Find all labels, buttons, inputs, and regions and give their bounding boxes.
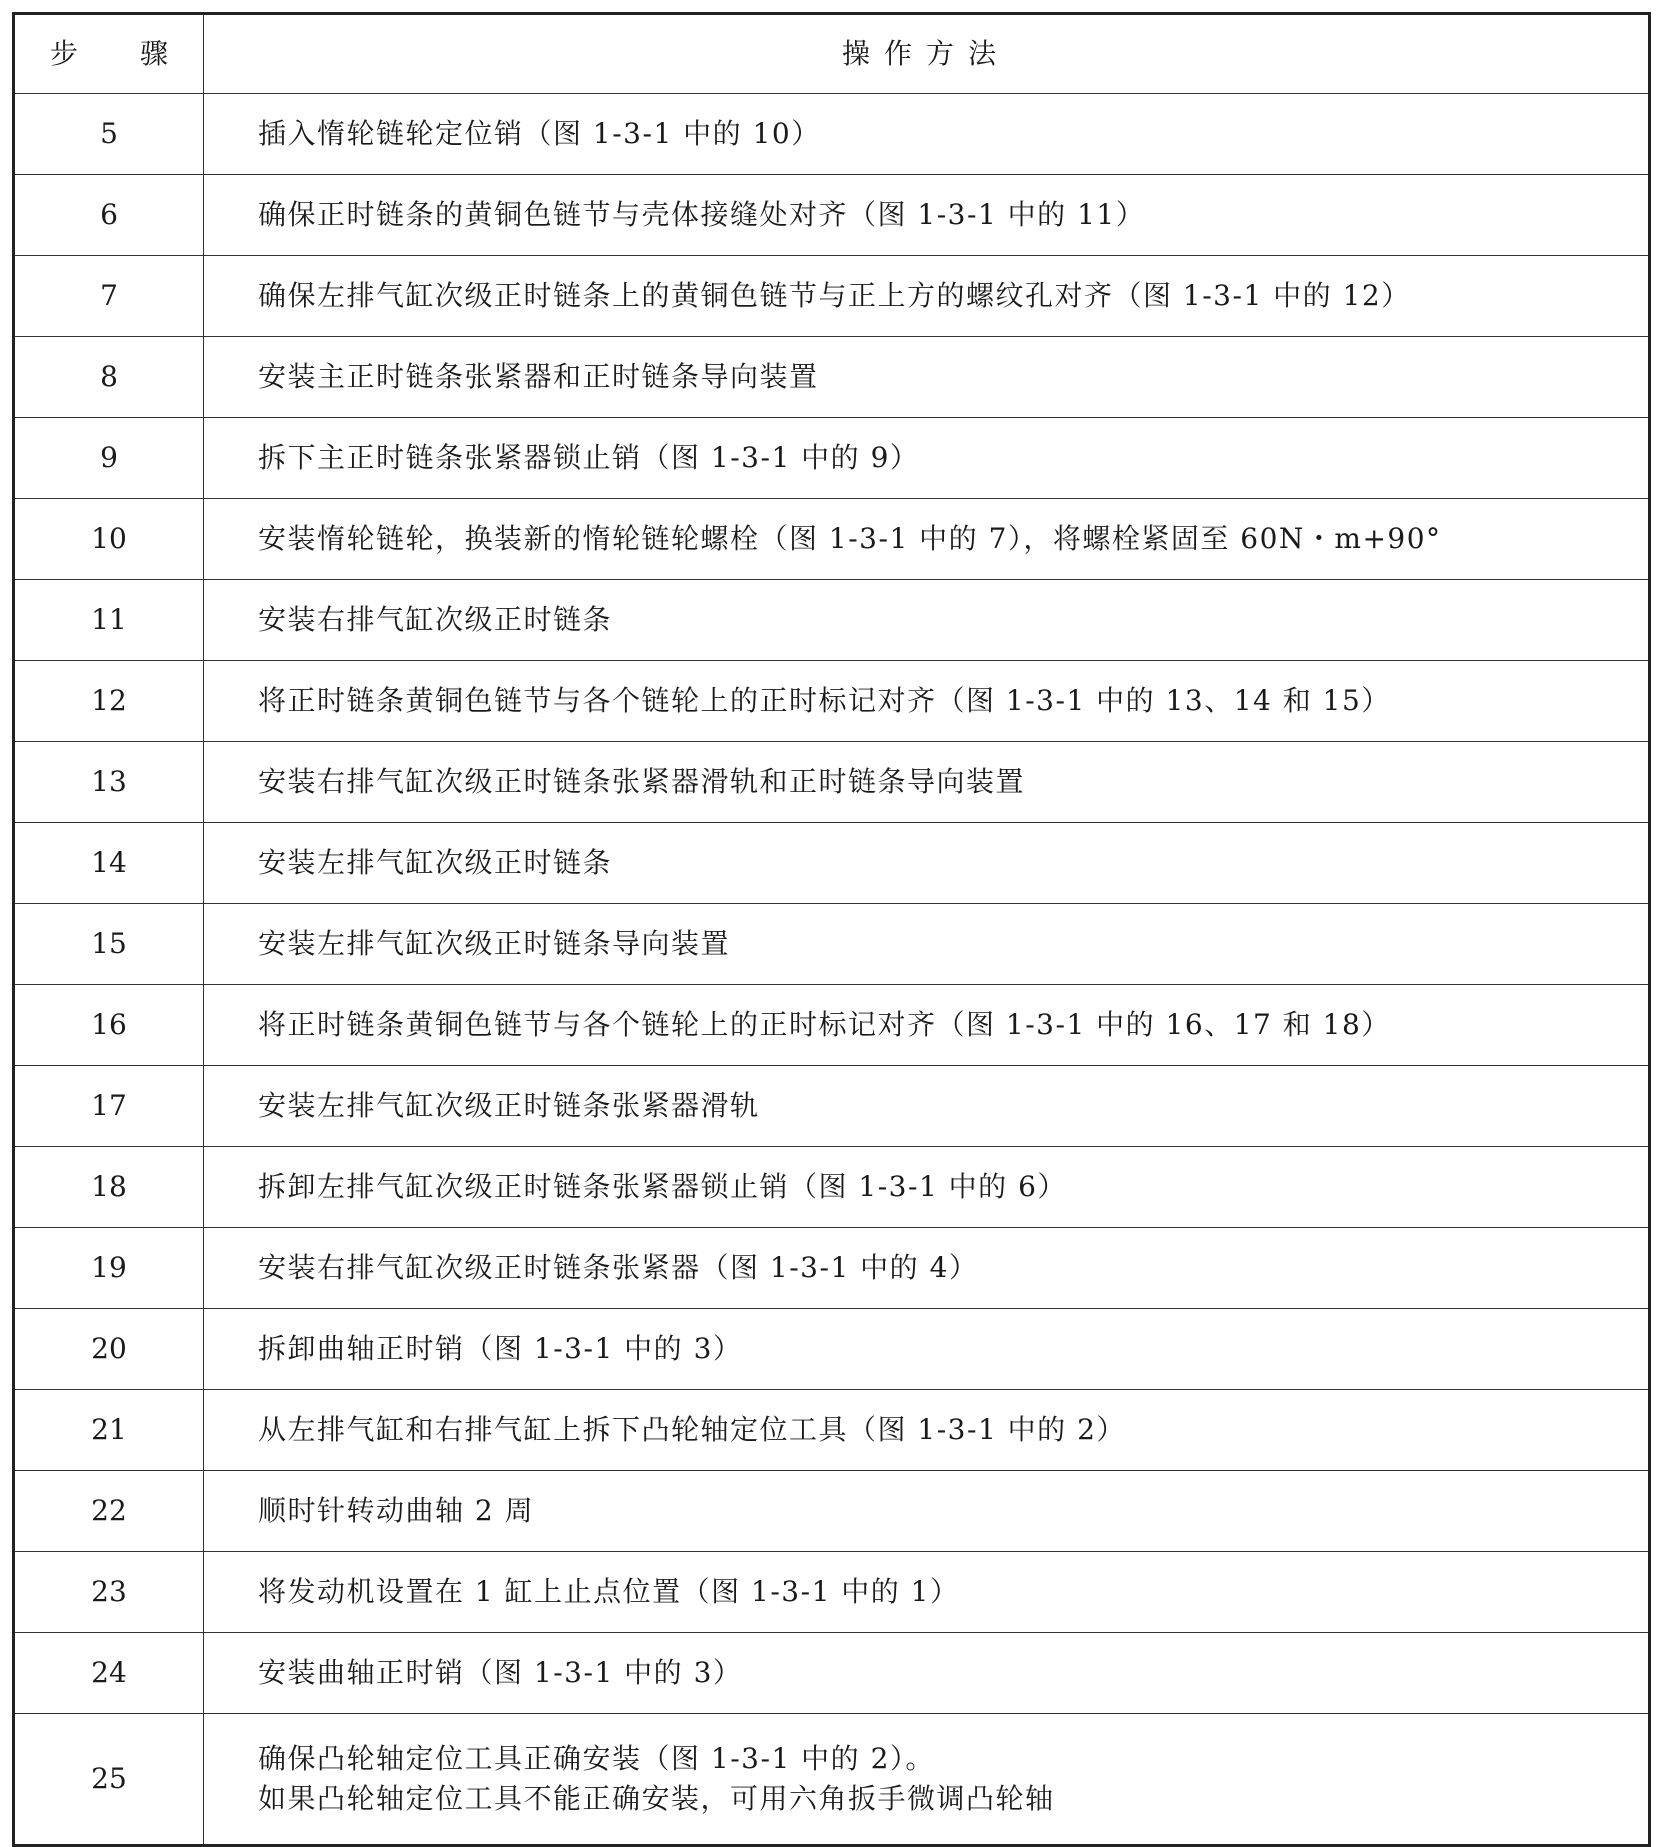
step-number: 7 <box>14 256 204 337</box>
step-description <box>204 94 1650 175</box>
table-row <box>14 256 1650 337</box>
step-description <box>204 580 1650 661</box>
step-description-line: 安装右排气缸次级正时链条张紧器（图 1-3-1 中的 4） <box>258 1251 979 1284</box>
step-description <box>204 1633 1650 1714</box>
table-row <box>14 1552 1650 1633</box>
step-description-line: 安装左排气缸次级正时链条导向装置 <box>258 927 731 960</box>
step-description-line: 确保凸轮轴定位工具正确安装（图 1-3-1 中的 2）。 <box>258 1742 935 1775</box>
step-description-line: 安装左排气缸次级正时链条张紧器滑轨 <box>258 1089 760 1122</box>
table-row <box>14 823 1650 904</box>
step-number: 15 <box>14 904 204 985</box>
step-description <box>204 1471 1650 1552</box>
header-step <box>14 14 204 94</box>
table-row <box>14 1228 1650 1309</box>
step-description <box>204 256 1650 337</box>
step-description-line: 安装右排气缸次级正时链条张紧器滑轨和正时链条导向装置 <box>258 765 1026 798</box>
step-description-line: 确保正时链条的黄铜色链节与壳体接缝处对齐（图 1-3-1 中的 11） <box>258 198 1146 231</box>
step-description-line: 插入惰轮链轮定位销（图 1-3-1 中的 10） <box>258 117 821 150</box>
header-row <box>14 14 1650 94</box>
step-description-line: 安装曲轴正时销（图 1-3-1 中的 3） <box>258 1656 743 1689</box>
table-row <box>14 985 1650 1066</box>
step-description <box>204 904 1650 985</box>
header-step-char-2: 骤 <box>139 37 168 70</box>
step-number: 16 <box>14 985 204 1066</box>
step-description <box>204 1228 1650 1309</box>
table-row <box>14 94 1650 175</box>
step-description-line: 确保左排气缸次级正时链条上的黄铜色链节与正上方的螺纹孔对齐（图 1-3-1 中的 12） <box>258 279 1411 312</box>
table-row <box>14 742 1650 823</box>
step-number: 9 <box>14 418 204 499</box>
step-number: 24 <box>14 1633 204 1714</box>
step-description-line: 将发动机设置在 1 缸上止点位置（图 1-3-1 中的 1） <box>258 1575 960 1608</box>
step-description <box>204 1066 1650 1147</box>
header-method: 操作方法 <box>204 14 1650 94</box>
step-description <box>204 1309 1650 1390</box>
step-description-line: 将正时链条黄铜色链节与各个链轮上的正时标记对齐（图 1-3-1 中的 16、17 和 18） <box>258 1008 1391 1041</box>
step-number: 25 <box>14 1714 204 1846</box>
table-row <box>14 1390 1650 1471</box>
procedure-table <box>12 12 1651 1847</box>
step-description <box>204 1552 1650 1633</box>
step-number: 6 <box>14 175 204 256</box>
table-body <box>14 94 1650 1846</box>
step-description <box>204 337 1650 418</box>
table-row <box>14 175 1650 256</box>
step-number: 17 <box>14 1066 204 1147</box>
table-row <box>14 904 1650 985</box>
step-description-line: 拆下主正时链条张紧器锁止销（图 1-3-1 中的 9） <box>258 441 920 474</box>
step-number: 23 <box>14 1552 204 1633</box>
table-row <box>14 1309 1650 1390</box>
step-description-line: 顺时针转动曲轴 2 周 <box>258 1494 535 1527</box>
step-description <box>204 175 1650 256</box>
step-number: 21 <box>14 1390 204 1471</box>
table-row <box>14 1714 1650 1846</box>
table-row <box>14 1471 1650 1552</box>
step-description <box>204 985 1650 1066</box>
step-description <box>204 418 1650 499</box>
table-row <box>14 1147 1650 1228</box>
step-number: 18 <box>14 1147 204 1228</box>
step-number: 11 <box>14 580 204 661</box>
step-description-line: 拆卸左排气缸次级正时链条张紧器锁止销（图 1-3-1 中的 6） <box>258 1170 1067 1203</box>
step-number: 19 <box>14 1228 204 1309</box>
table-row <box>14 580 1650 661</box>
table-row <box>14 499 1650 580</box>
step-number: 22 <box>14 1471 204 1552</box>
table-row <box>14 337 1650 418</box>
step-description-line: 安装右排气缸次级正时链条 <box>258 603 613 636</box>
step-description <box>204 1714 1650 1846</box>
step-description-line: 如果凸轮轴定位工具不能正确安装，可用六角扳手微调凸轮轴 <box>258 1782 1055 1815</box>
step-number: 5 <box>14 94 204 175</box>
step-number: 12 <box>14 661 204 742</box>
step-description-line: 从左排气缸和右排气缸上拆下凸轮轴定位工具（图 1-3-1 中的 2） <box>258 1413 1126 1446</box>
table-row <box>14 661 1650 742</box>
step-number: 14 <box>14 823 204 904</box>
step-description-line: 将正时链条黄铜色链节与各个链轮上的正时标记对齐（图 1-3-1 中的 13、14 和 15） <box>258 684 1391 717</box>
step-description <box>204 499 1650 580</box>
step-description-line: 安装左排气缸次级正时链条 <box>258 846 613 879</box>
step-description-line: 安装主正时链条张紧器和正时链条导向装置 <box>258 360 819 393</box>
step-number: 8 <box>14 337 204 418</box>
step-description <box>204 1390 1650 1471</box>
step-description <box>204 823 1650 904</box>
step-number: 20 <box>14 1309 204 1390</box>
table-row <box>14 418 1650 499</box>
step-number: 10 <box>14 499 204 580</box>
step-description <box>204 1147 1650 1228</box>
header-step-char-1: 步 <box>50 37 79 70</box>
step-description-line: 拆卸曲轴正时销（图 1-3-1 中的 3） <box>258 1332 743 1365</box>
step-description <box>204 742 1650 823</box>
step-description <box>204 661 1650 742</box>
step-number: 13 <box>14 742 204 823</box>
table-row <box>14 1633 1650 1714</box>
procedure-table-container <box>12 12 1648 1847</box>
table-row <box>14 1066 1650 1147</box>
step-description-line: 安装惰轮链轮，换装新的惰轮链轮螺栓（图 1-3-1 中的 7），将螺栓紧固至 60N・m+90° <box>258 522 1442 555</box>
